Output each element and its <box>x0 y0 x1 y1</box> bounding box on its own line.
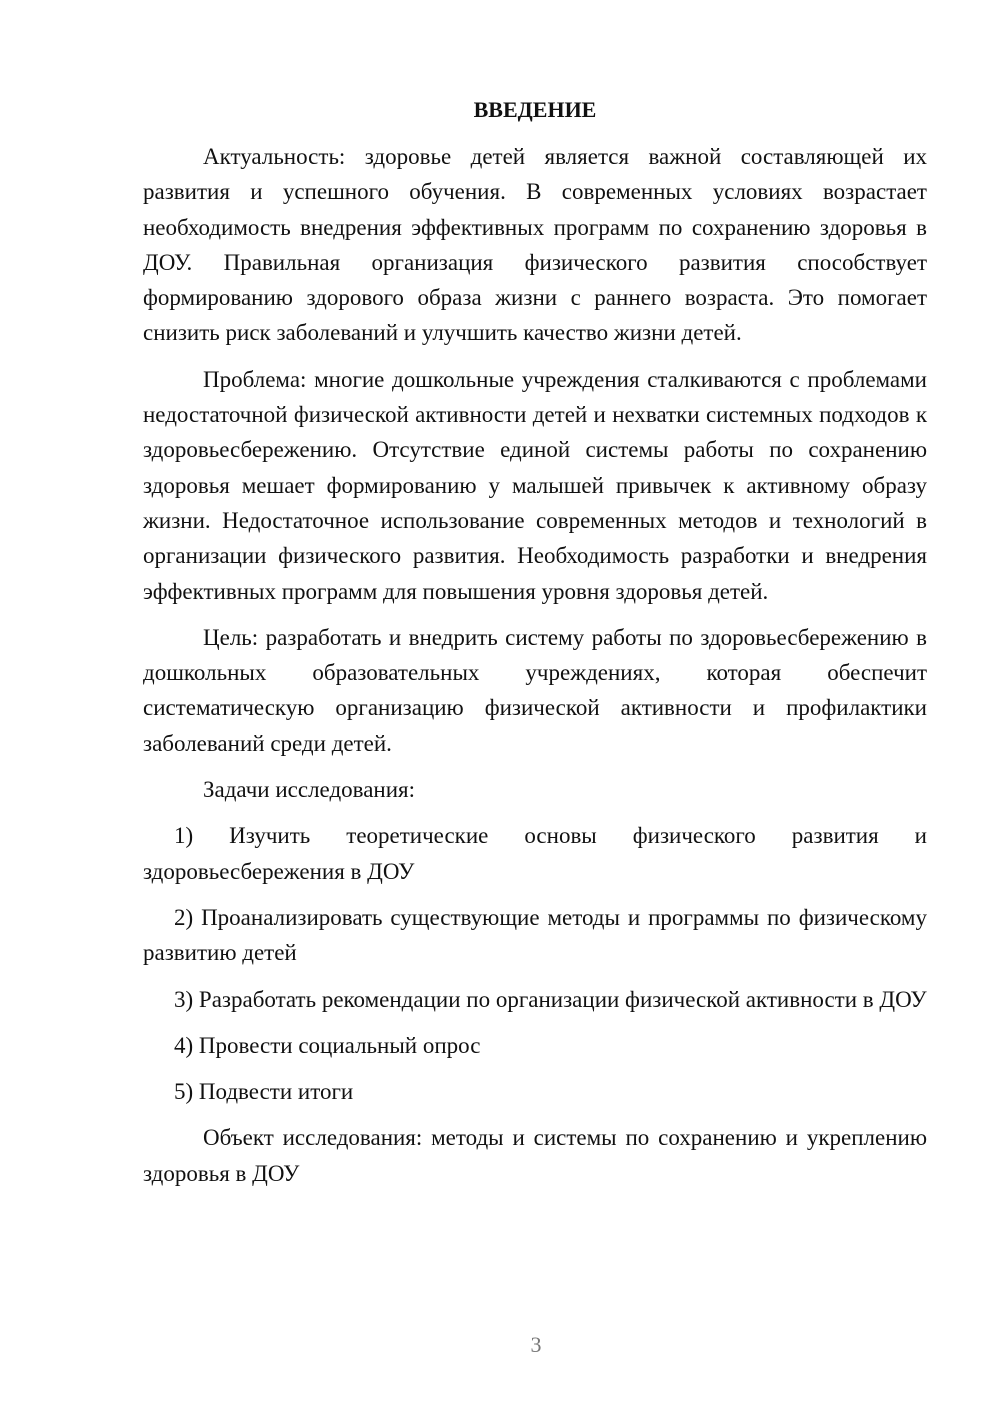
task-item: 1) Изучить теоретические основы физического развития и здоровьесбережения в ДОУ <box>143 823 927 884</box>
task-item: 5) Подвести итоги <box>174 1079 354 1105</box>
task-item: 2) Проанализировать существующие методы и программы по физическому развитию детей <box>143 904 927 966</box>
section-title: ВВЕДЕНИЕ <box>473 97 597 122</box>
task-item: 3) Разработать рекомендации по организации физической активности в ДОУ <box>174 986 927 1012</box>
document-body <box>143 93 927 1202</box>
task-item: 4) Провести социальный опрос <box>174 1032 481 1058</box>
relevance-paragraph: Актуальность: здоровье детей является важной составляющей их развития и успешного обучения. В современных условиях возрастает необходимость внедрения эффективных программ по сохранению здоровья в ДОУ. Правильная организация физического развития способствует формированию здорового образа жизни с раннего возраста. Это помогает снизить риск заболеваний и улучшить качество жизни детей. <box>143 144 927 346</box>
page-number: 3 <box>530 1332 542 1357</box>
goal-paragraph: Цель: разработать и внедрить систему работы по здоровьесбережению в дошкольных образовательных учреждениях, которая обеспечит систематическую организацию физической активности и профилактики заболеваний среди детей. <box>143 624 927 756</box>
tasks-heading: Задачи исследования: <box>203 777 416 803</box>
object-paragraph: Объект исследования: методы и системы по сохранению и укреплению здоровья в ДОУ <box>143 1125 927 1186</box>
problem-paragraph: Проблема: многие дошкольные учреждения сталкиваются с проблемами недостаточной физической активности детей и нехватки системных подходов к здоровьесбережению. Отсутствие единой системы работы по сохранению здоровья мешает формированию у малышей привычек к активному образу жизни. Недостаточное использование современных методов и технологий в организации физического развития. Необходимость разработки и внедрения эффективных программ для повышения уровня здоровья детей. <box>143 366 927 604</box>
